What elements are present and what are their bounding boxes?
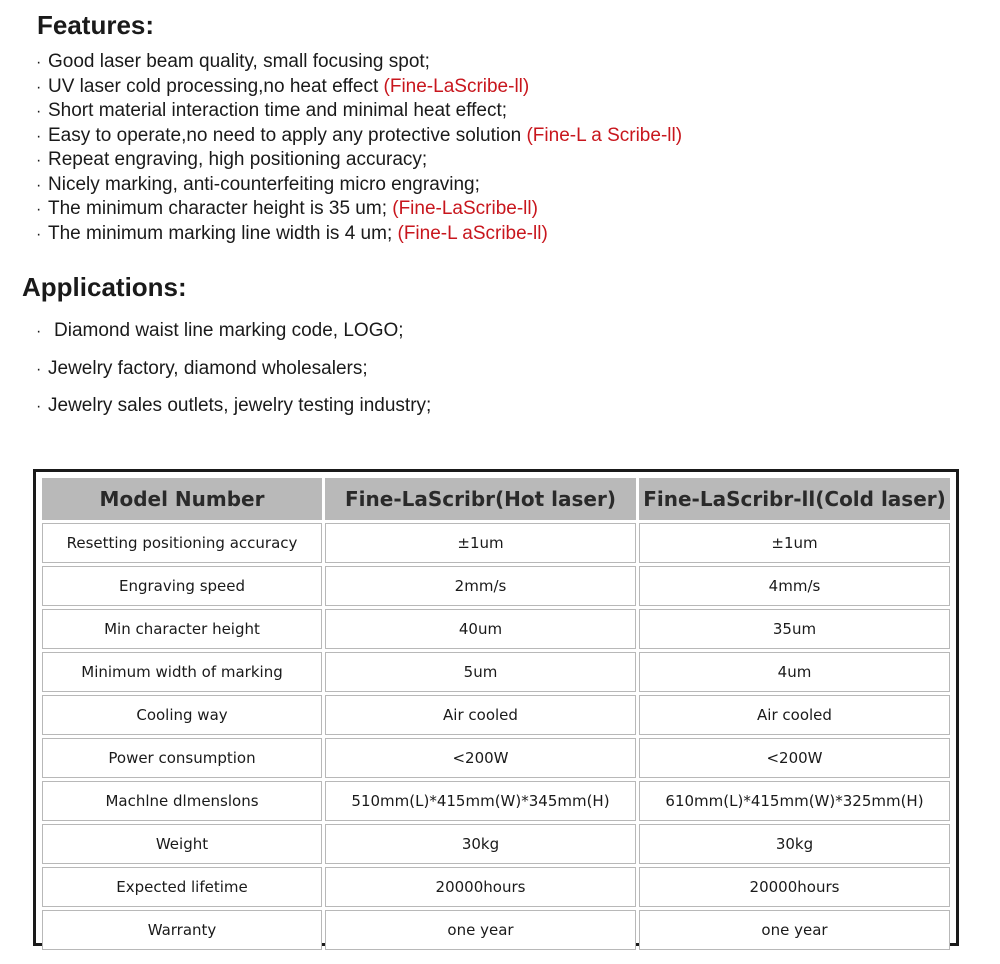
spec-value-cold: 4mm/s [639,566,950,606]
feature-text: Repeat engraving, high positioning accuracy; [48,149,428,170]
feature-model-note: (Fine-LaScribe-ll) [383,75,530,97]
feature-item [36,148,682,173]
feature-text: Nicely marking, anti-counterfeiting micro engraving; [48,173,480,195]
table-row [42,695,950,735]
table-row [42,867,950,907]
spec-value-cold: 35um [639,609,950,649]
spec-value-cold: Air cooled [639,695,950,735]
bullet-icon: · [36,201,42,218]
spec-value-hot: 40um [325,609,636,649]
bullet-icon: · [36,152,42,169]
spec-table-frame [33,469,959,946]
bullet-icon: · [36,323,42,340]
bullet-icon: · [36,54,42,71]
header-hot-laser: Fine-LaScribr(Hot laser) [325,478,636,520]
feature-item [36,222,682,247]
spec-value-hot: 20000hours [325,867,636,907]
application-item [36,394,431,419]
spec-label: Engraving speed [42,566,322,606]
spec-value-cold: 610mm(L)*415mm(W)*325mm(H) [639,781,950,821]
spec-value-hot: one year [325,910,636,950]
feature-item [36,173,682,198]
bullet-icon: · [36,176,42,194]
feature-text: Short material interaction time and minimal heat effect; [48,100,508,121]
table-row [42,738,950,778]
table-row [42,910,950,950]
application-text: Diamond waist line marking code, LOGO; [54,320,404,341]
spec-value-cold: ±1um [639,523,950,563]
feature-model-note: (Fine-LaScribe-ll) [392,198,538,219]
bullet-icon: · [36,225,42,243]
application-item [36,357,368,382]
spec-value-cold: <200W [639,738,950,778]
spec-table [39,475,953,953]
spec-value-hot: 30kg [325,824,636,864]
feature-model-note: (Fine-L a Scribe-ll) [526,124,683,146]
feature-text: Easy to operate,no need to apply any protective solution [48,124,522,146]
spec-value-hot: 5um [325,652,636,692]
spec-value-hot: <200W [325,738,636,778]
bullet-icon: · [36,103,42,120]
spec-label: Power consumption [42,738,322,778]
feature-item [36,124,682,149]
feature-item [36,197,682,222]
table-row [42,781,950,821]
applications-heading: Applications: [22,272,187,302]
spec-value-cold: 30kg [639,824,950,864]
bullet-icon: · [36,127,42,145]
feature-item [36,50,682,75]
feature-text: The minimum marking line width is 4 um; [48,222,393,244]
table-row [42,609,950,649]
table-row [42,824,950,864]
spec-value-hot: 510mm(L)*415mm(W)*345mm(H) [325,781,636,821]
bullet-icon: · [36,361,42,378]
table-row [42,566,950,606]
spec-label: Weight [42,824,322,864]
spec-label: Cooling way [42,695,322,735]
feature-item [36,75,682,100]
bullet-icon: · [36,398,42,415]
feature-text: UV laser cold processing,no heat effect [48,75,379,97]
bullet-icon: · [36,78,42,96]
header-model-number: Model Number [42,478,322,520]
spec-value-hot: ±1um [325,523,636,563]
spec-label: Minimum width of marking [42,652,322,692]
features-list [36,50,682,246]
spec-label: Machlne dlmenslons [42,781,322,821]
feature-text: The minimum character height is 35 um; [48,198,387,219]
spec-value-hot: Air cooled [325,695,636,735]
features-heading: Features: [37,10,155,40]
spec-value-hot: 2mm/s [325,566,636,606]
table-row [42,652,950,692]
spec-label: Warranty [42,910,322,950]
feature-text: Good laser beam quality, small focusing spot; [48,51,430,72]
feature-model-note: (Fine-L aScribe-ll) [397,222,548,244]
application-text: Jewelry factory, diamond wholesalers; [48,358,368,379]
table-row [42,523,950,563]
spec-value-cold: 20000hours [639,867,950,907]
spec-value-cold: one year [639,910,950,950]
application-text: Jewelry sales outlets, jewelry testing industry; [48,395,432,416]
feature-item [36,99,682,124]
header-cold-laser: Fine-LaScribr-ll(Cold laser) [639,478,950,520]
spec-label: Min character height [42,609,322,649]
spec-label: Resetting positioning accuracy [42,523,322,563]
application-item [36,319,404,344]
table-header-row [42,478,950,520]
spec-label: Expected lifetime [42,867,322,907]
spec-value-cold: 4um [639,652,950,692]
